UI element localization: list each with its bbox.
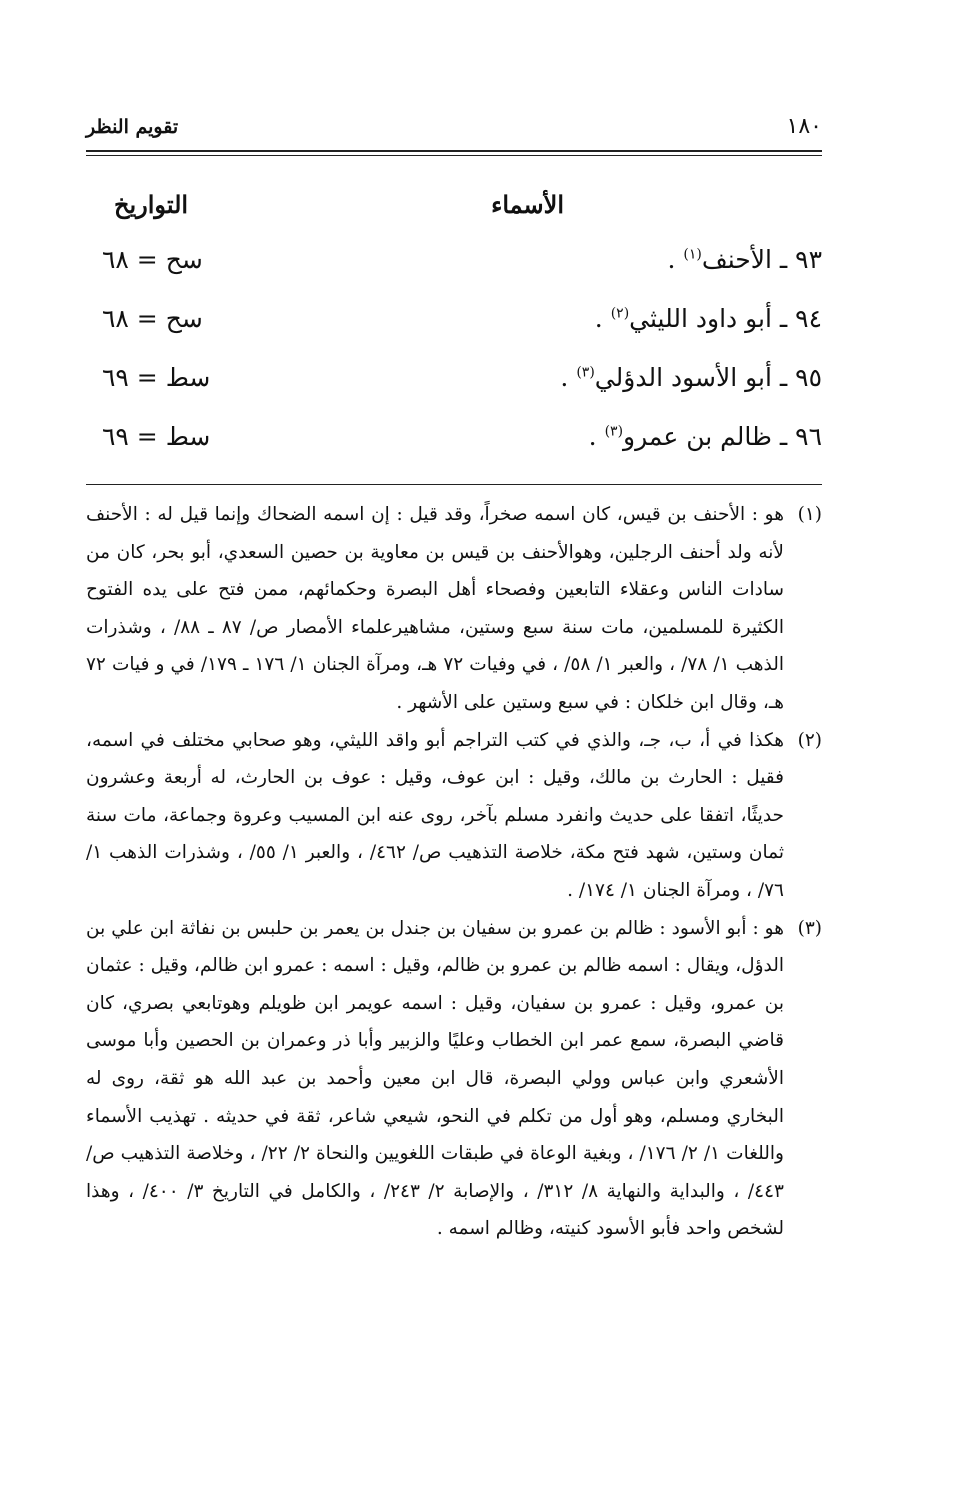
entry-date: سط = ٦٩ (102, 363, 211, 392)
entry-name-cell (589, 422, 822, 451)
entry-date: سح = ٦٨ (102, 304, 203, 333)
table-header (86, 190, 822, 230)
footnote-number: (١) (797, 504, 822, 525)
entry-row (86, 245, 822, 304)
footnote-text: هو : أبو الأسود : ظالم بن عمرو بن سفيان بن جندل بن يعمر بن حلبس بن نفاثة ابن علي بن الدؤل، ويقال : اسمه ظالم بن عمرو بن ظالم، وقيل : اسمه : عمرو ابن ظالم، وقيل : عثمان بن عمرو، وقيل : عمرو بن سفيان، وقيل : اسمه عويمر ابن ظويلم وهوتابعي بصري، كان قاضي البصرة، سمع عمر ابن الخطاب وعليًا والزبير وأبا ذر وعمران بن الحصين وأبا موسى الأشعري وابن عباس وولي البصرة، قال ابن معين وأحمد بن عبد الله هو ثقة، روى له البخاري ومسلم، وهو أول من تكلم في النحو، شيعي شاعر، ثقة في حديثه . تهذيب الأسماء واللغات ١/ ٢/ ١٧٦/ ، وبغية الوعاة في طبقات اللغويين والنحاة ٢/ ٢٢/ ، وخلاصة التذهيب ص/ ٤٤٣/ ، والبداية والنهاية ٨/ ٣١٢/ ، والإصابة ٢/ ٢٤٣/ ، والكامل في التاريخ ٣/ ٤٠٠/ ، وهذا لشخص واحد فأبو الأسود كنيته، وظالم اسمه . (86, 917, 784, 1240)
footnotes (86, 496, 822, 1248)
entry-name: ٩٣ ـ الأحنف (701, 245, 822, 274)
entry-row (86, 304, 822, 363)
entry-punct: . (560, 363, 577, 392)
header-rule-thick (86, 150, 822, 152)
entry-punct: . (588, 422, 605, 451)
footnote-text: هكذا في أ، ب، جـ، والذي في كتب التراجم أبو واقد الليثي، وهو صحابي مختلف في اسمه، فقيل : الحارث بن مالك، وقيل : ابن عوف، وقيل : عوف بن الحارث، له أربعة وعشرون حديثًا، اتفقا على حديث وانفرد مسلم بآخر، روى عنه ابن المسيب وعروة وجماعة، مات سنة ثمان وستين، شهد فتح مكة، خلاصة التذهيب ص/ ٤٦٢/ ، والعبر ١/ ٥٥/ ، وشذرات الذهب ١/ ٧٦/ ، ومرآة الجنان ١/ ١٧٤/ . (86, 729, 784, 901)
footnote-ref: (١) (683, 246, 702, 263)
entry-name-cell (560, 363, 822, 392)
footnote-number: (٣) (797, 917, 822, 939)
names-column-heading: الأسماء (491, 190, 564, 219)
entry-name: ٩٤ ـ أبو داود الليثي (629, 304, 822, 333)
header-rule-thin (86, 155, 822, 156)
entry-date: سط = ٦٩ (102, 422, 211, 451)
entry-punct: . (667, 245, 684, 274)
footnote-number: (٢) (797, 729, 822, 751)
footnote-separator (86, 484, 822, 485)
entry-date: سح = ٦٨ (102, 245, 203, 274)
footnote-text: هو : الأحنف بن قيس، كان اسمه صخراً، وقد قيل : إن اسمه الضحاك وإنما قيل له : الأحنف لأنه ولد أحنف الرجلين، وهوالأحنف بن قيس بن معاوية بن حصين السعدي، أبو بحر، كان من سادات الناس وعقلاء التابعين وفصحاء أهل البصرة وحكمائهم، ممن فتح على يده الفتوح الكثيرة للمسلمين، مات سنة سبع وستين، مشاهيرعلماء الأمصار ص/ ٨٧ ـ ٨٨/ ، وشذرات الذهب ١/ ٧٨/ ، والعبر ١/ ٥٨/ ، في وفيات ٧٢ هـ، ومرآة الجنان ١/ ١٧٦ ـ ١٧٩/ في و فيات ٧٢ هـ، وقال ابن خلكان : في سبع وستين على الأشهر . (86, 504, 784, 713)
entry-name-cell (667, 245, 822, 274)
running-title: تقويم النظر (86, 116, 179, 138)
entry-name: ٩٥ ـ أبو الأسود الدؤلي (594, 363, 822, 392)
dates-column-heading: التواريخ (114, 190, 189, 219)
entry-punct: . (594, 304, 611, 333)
entry-row (86, 363, 822, 422)
page-number: ١٨٠ (786, 114, 822, 139)
footnote-ref: (٣) (604, 423, 624, 440)
footnote (86, 722, 822, 910)
footnote-ref: (٢) (610, 305, 630, 322)
entries-list (86, 245, 822, 481)
footnote-ref: (٣) (576, 364, 595, 381)
footnote (86, 496, 822, 722)
entry-name-cell (595, 304, 822, 333)
entry-row (86, 422, 822, 481)
page-header (86, 112, 822, 146)
footnote (86, 910, 822, 1248)
entry-name: ٩٦ ـ ظالم بن عمرو (623, 422, 822, 451)
